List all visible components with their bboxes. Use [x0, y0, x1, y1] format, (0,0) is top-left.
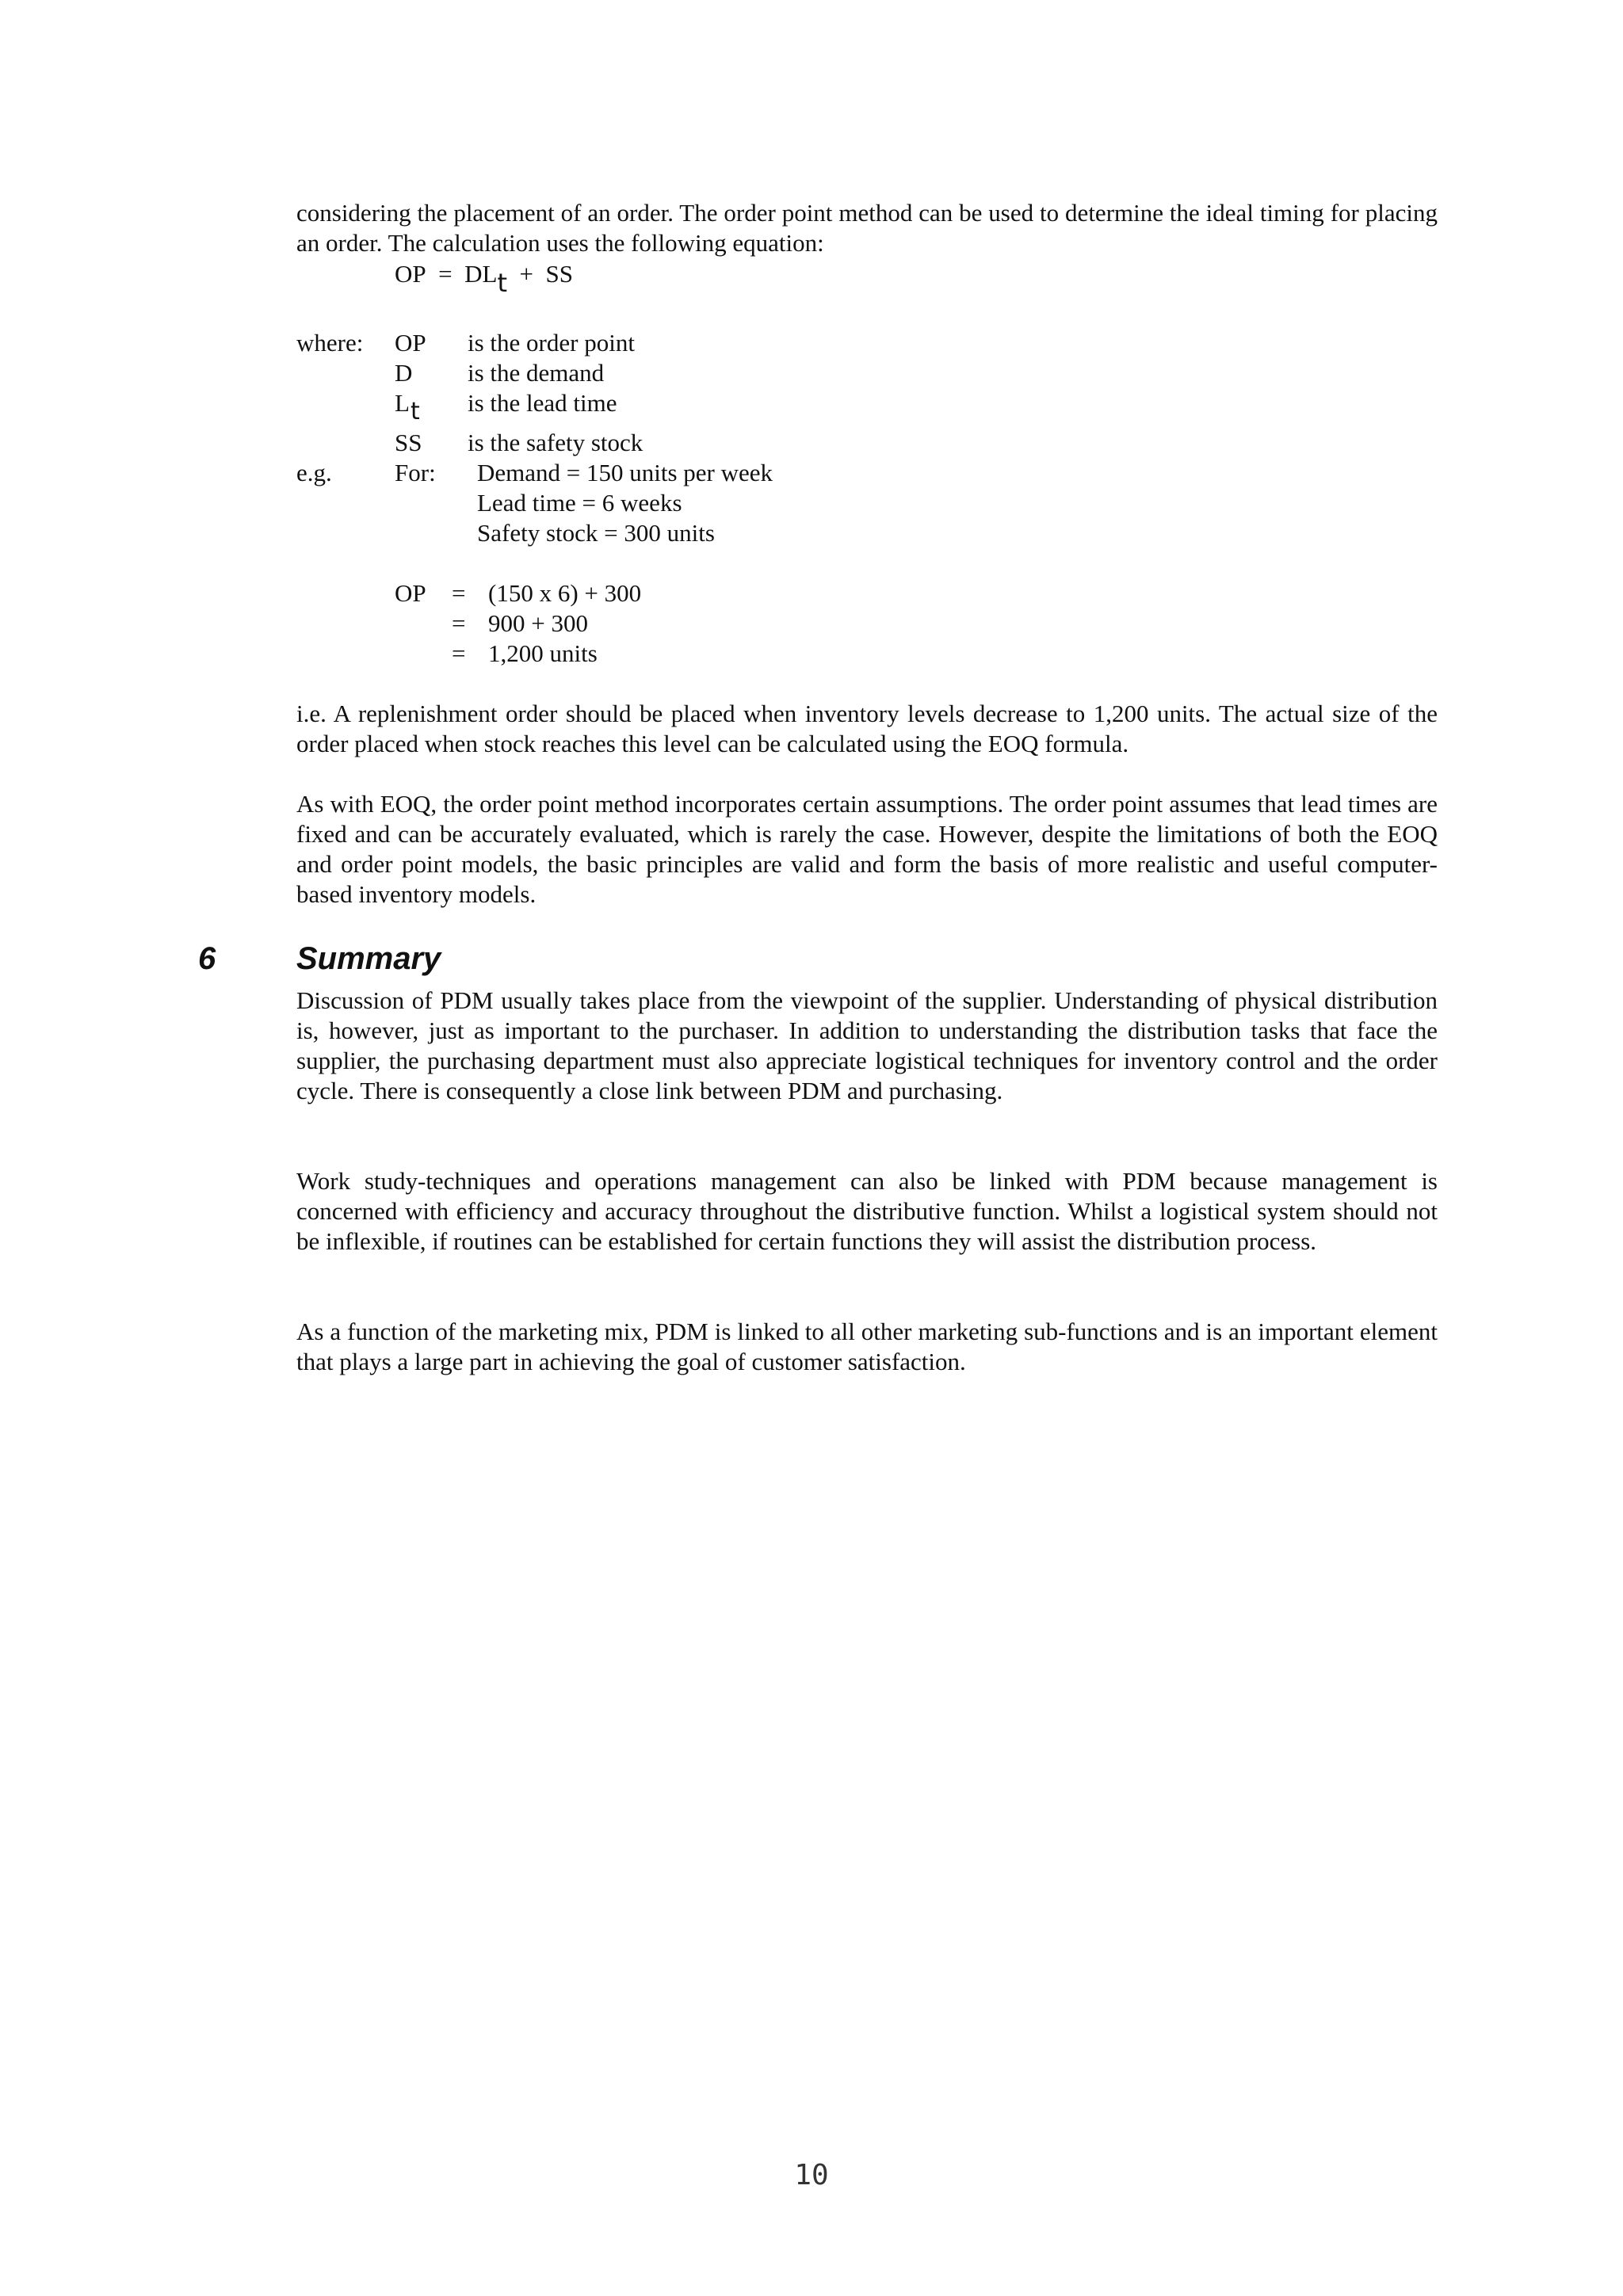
example-demand: Demand = 150 units per week [477, 459, 773, 486]
example-safety-stock: Safety stock = 300 units [477, 519, 715, 547]
equation-plus: + [519, 260, 533, 288]
example-for-label: For: [395, 459, 436, 486]
calc-eq-1: = [452, 579, 466, 607]
equation-term: DL [464, 260, 498, 288]
summary-paragraph-1: Discussion of PDM usually takes place from the viewpoint of the supplier. Understanding of physical distribution is, however, just as important to the purchaser. In addition to understanding the distribution tasks that face the supplier, the purchasing department must also appreciate logistical techniques for inventory control and the order cycle. There is consequently a close link between PDM and purchasing. [296, 986, 1438, 1104]
equation-lhs: OP [395, 260, 426, 288]
section-number: 6 [198, 941, 216, 976]
example-label: e.g. [296, 459, 332, 486]
calc-expr-2: 900 + 300 [488, 609, 588, 637]
def-symbol-lt [395, 388, 420, 425]
def-desc-op: is the order point [468, 329, 635, 357]
page-number: 10 [794, 2159, 829, 2191]
def-symbol-l: L [395, 389, 410, 417]
def-symbol-ss: SS [395, 429, 422, 456]
def-desc-lt: is the lead time [468, 389, 617, 417]
def-desc-d: is the demand [468, 359, 605, 387]
calc-expr-1: (150 x 6) + 300 [488, 579, 642, 607]
summary-paragraph-2: Work study-techniques and operations management can also be linked with PDM because management is concerned with efficiency and accuracy throughout the distributive function. Whilst a logistical system should not be inflexible, if routines can be established for certain functions they will assist the distribution process. [296, 1167, 1438, 1255]
def-symbol-d: D [395, 359, 413, 387]
calc-eq-2: = [452, 609, 466, 637]
def-desc-ss: is the safety stock [468, 429, 643, 456]
eoq-paragraph: As with EOQ, the order point method incorporates certain assumptions. The order point assumes that lead times are fixed and can be accurately evaluated, which is rarely the case. However, despite the limitations of both the EOQ and order point models, the basic principles are valid and form the basis of more realistic and useful computer-based inventory models. [296, 790, 1438, 908]
intro-paragraph: considering the placement of an order. The order point method can be used to determine the ideal timing for placing an order. The calculation uses the following equation: [296, 199, 1438, 257]
order-point-equation [395, 258, 573, 298]
section-title: Summary [296, 941, 441, 976]
def-symbol-op: OP [395, 329, 426, 357]
equation-term-subscript: t [497, 268, 507, 298]
example-lead-time: Lead time = 6 weeks [477, 489, 682, 517]
equation-equals: = [438, 260, 453, 288]
calc-expr-3: 1,200 units [488, 639, 598, 667]
equation-ss: SS [545, 260, 573, 288]
summary-paragraph-3: As a function of the marketing mix, PDM is linked to all other marketing sub-functions and is an important element that plays a large part in achieving the goal of customer satisfaction. [296, 1318, 1438, 1375]
where-label: where: [296, 329, 364, 357]
calc-eq-3: = [452, 639, 466, 667]
calc-lhs: OP [395, 579, 426, 607]
ie-paragraph: i.e. A replenishment order should be placed when inventory levels decrease to 1,200 units. The actual size of the order placed when stock reaches this level can be calculated using the EOQ formula. [296, 700, 1438, 757]
def-symbol-l-subscript: t [410, 398, 420, 425]
